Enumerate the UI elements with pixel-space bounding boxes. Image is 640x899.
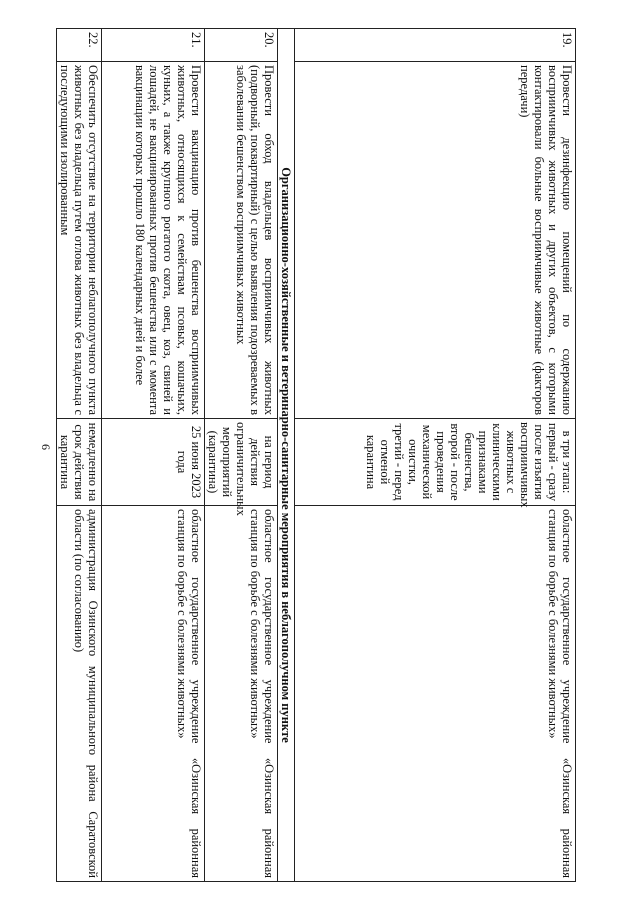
term-cell: 25 июня 2023 года bbox=[102, 419, 205, 506]
section-row bbox=[278, 29, 295, 882]
rotated-table-container bbox=[58, 28, 576, 878]
measure-cell: Обеспечить отсутствие на территории неблагополучного пункта животных без владельца путем отлова животных без владельца с последующими изолированным bbox=[57, 62, 102, 419]
table-row-22 bbox=[57, 29, 102, 882]
term-cell: в три этапа: первый - сразу после изъятия восприимчивых животных с клиническими признаками бешенства, второй - после проведения механической очистки, третий - перед отменой карантина bbox=[295, 419, 576, 506]
row-number: 22. bbox=[57, 29, 102, 62]
page-number: 6 bbox=[39, 444, 53, 450]
executor-cell: областное государственное учреждение «Озинская районная станция по борьбе с болезнями животных» bbox=[295, 506, 576, 882]
term-cell: на период действия ограничительных мероприятий (карантина) bbox=[205, 419, 278, 506]
term-cell: немедленно на срок действия карантина bbox=[57, 419, 102, 506]
measure-cell: Провести обход владельцев восприимчивых животных (подворный, поквартирный) с целью выявления подозреваемых в заболевании бешенством восприимчивых животных bbox=[205, 62, 278, 419]
executor-cell: областное государственное учреждение «Озинская районная станция по борьбе с болезнями животных» bbox=[102, 506, 205, 882]
measure-cell: Провести дезинфекцию помещений по содержанию восприимчивых животных и других объектов, с которыми контактировали больные восприимчивые животные (факторов передачи) bbox=[295, 62, 576, 419]
executor-cell: областное государственное учреждение «Озинская районная станция по борьбе с болезнями животных» bbox=[205, 506, 278, 882]
row-number: 20. bbox=[205, 29, 278, 62]
table-row-21 bbox=[102, 29, 205, 882]
section-heading: Организационно-хозяйственные и ветеринарно-санитарные мероприятия в неблагополучном пункте bbox=[278, 29, 295, 882]
table-row-20 bbox=[205, 29, 278, 882]
row-number: 19. bbox=[295, 29, 576, 62]
executor-cell: администрация Озинского муниципального района Саратовской области (по согласованию) bbox=[57, 506, 102, 882]
measures-table bbox=[56, 28, 576, 882]
table-row-19 bbox=[295, 29, 576, 882]
row-number: 21. bbox=[102, 29, 205, 62]
landscape-page bbox=[58, 28, 576, 878]
measure-cell: Провести вакцинацию против бешенства восприимчивых животных, относящихся к семействам псовых, кошачьих, куньих, а также крупного рогатого скота, овец, коз, свиней и лошадей, не вакцинированных против бешенства или с момента вакцинации которых прошло 180 календарных дней и более bbox=[102, 62, 205, 419]
